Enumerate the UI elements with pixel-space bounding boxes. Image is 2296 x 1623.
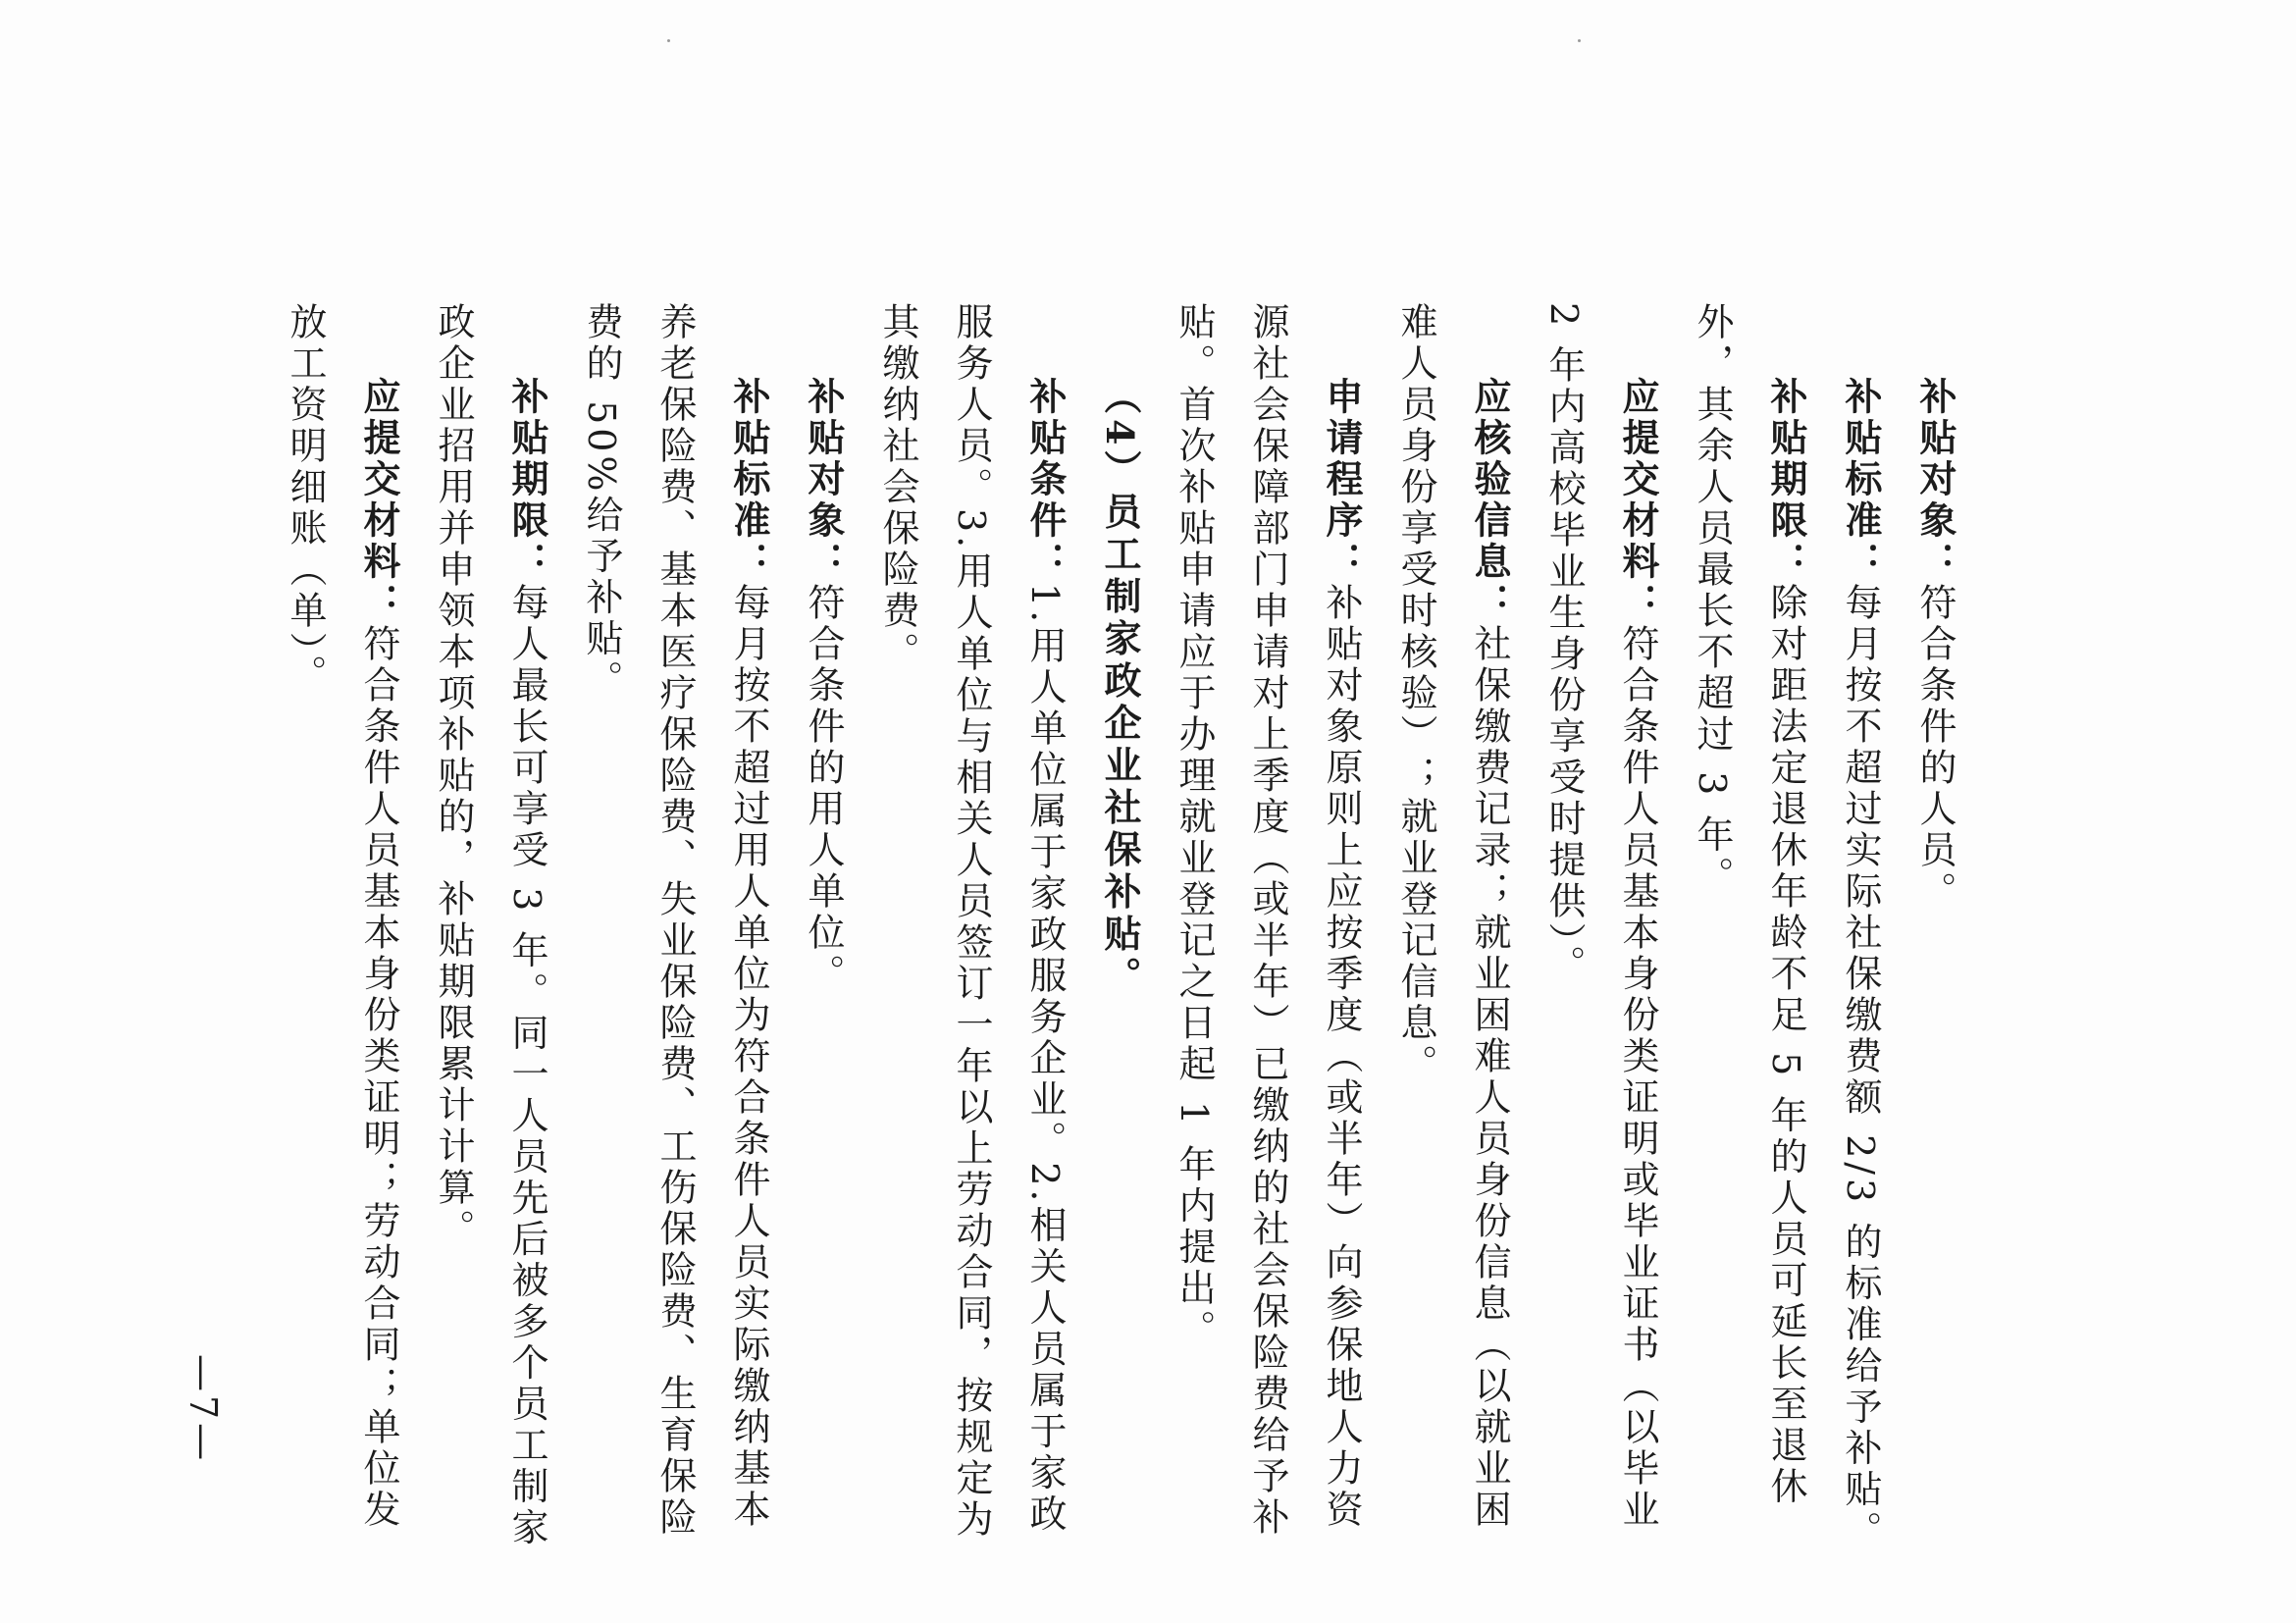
paragraph-label: 应核验信息： [1468, 377, 1512, 624]
paragraph [1379, 302, 1527, 1568]
paragraph-text: 每月按不超过实际社保缴费额 2/3 的标准给予补贴。 [1839, 583, 1882, 1552]
paragraph [861, 302, 1082, 1568]
paragraph-text: 符合条件的用人单位。 [802, 583, 845, 995]
paragraph [268, 302, 416, 1568]
paragraph [416, 302, 564, 1568]
paragraph-text: 每月按不超过用人单位为符合条件人员实际缴纳基本养老保险费、基本医疗保险费、失业保险费、工伤保险费、生育保险费的 50%给予补贴。 [580, 302, 770, 1539]
scan-speck [1578, 39, 1581, 42]
paragraph-text: 社保缴费记录；就业困难人员身份信息（以就业困难人员身份享受时核验）；就业登记信息。 [1394, 302, 1511, 1531]
paragraph-label: 补贴对象： [802, 377, 846, 583]
paragraph-label: 补贴标准： [727, 377, 771, 583]
paragraph-label: 补贴条件： [1023, 377, 1068, 583]
paragraph-label: 应提交材料： [357, 377, 401, 624]
paragraph [1898, 302, 1972, 1568]
paragraph-text: 符合条件人员基本身份类证明；劳动合同；单位发放工资明细账（单）。 [284, 302, 400, 1531]
scan-speck [667, 39, 670, 42]
document-body [268, 302, 1972, 1568]
paragraph-label: 补贴期限： [1764, 377, 1808, 583]
paragraph-text: 每人最长可享受 3 年。同一人员先后被多个员工制家政企业招用并申领本项补贴的，补贴期限累计计算。 [432, 302, 548, 1549]
paragraph-text: 除对距法定退休年龄不足 5 年的人员可延长至退休外，其余人员最长不超过 3 年。 [1691, 302, 1807, 1508]
page-number: —7— [182, 1354, 225, 1465]
paragraph [1823, 302, 1898, 1568]
paragraph-label: 申请程序： [1320, 377, 1364, 583]
section-heading [1082, 302, 1157, 1568]
paragraph-label: 补贴对象： [1913, 377, 1957, 583]
paragraph-text: 符合条件人员基本身份类证明或毕业证书（以毕业 2 年内高校毕业生身份享受时提供）。 [1542, 302, 1659, 1531]
paragraph-text: 符合条件的人员。 [1913, 583, 1957, 913]
paragraph [564, 302, 786, 1568]
paragraph [786, 302, 861, 1568]
paragraph-text: 1.用人单位属于家政服务企业。2.相关人员属于家政服务人员。3.用人单位与相关人员签订一年以上劳动合同，按规定为其缴纳社会保险费。 [876, 302, 1067, 1542]
paragraph-label: 补贴期限： [505, 377, 549, 583]
paragraph [1157, 302, 1379, 1568]
paragraph-label: 补贴标准： [1839, 377, 1883, 583]
heading-text: （4）员工制家政企业社保补贴。 [1098, 377, 1142, 999]
paragraph-text: 补贴对象原则上应按季度（或半年）向参保地人力资源社会保障部门申请对上季度（或半年）已缴纳的社会保险费给予补贴。首次补贴申请应于办理就业登记之日起 1 年内提出。 [1173, 302, 1363, 1539]
paragraph-label: 应提交材料： [1616, 377, 1660, 624]
paragraph [1527, 302, 1675, 1568]
paragraph [1675, 302, 1823, 1568]
